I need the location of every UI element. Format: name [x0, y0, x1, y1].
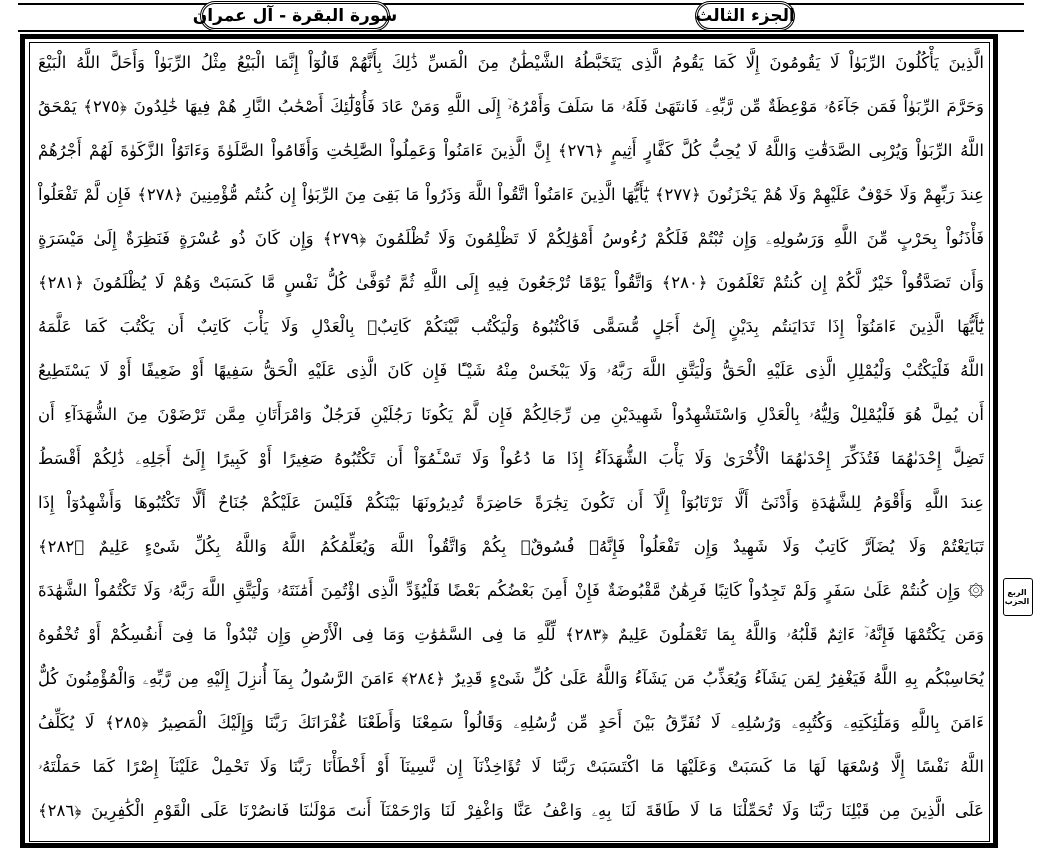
text-line: فَأْذَنُواْ بِحَرْبٍ مِّنَ اللَّهِ وَرَسُولِهِۦ وَإِن تُبْتُمْ فَلَكُمْ رُءُوسُ أَمْوَٰلِكُمْ لَا تَظْلِمُونَ وَلَا تُظْلَمُونَ ﴿٢٧٩﴾ وَإِن كَانَ ذُو عُسْرَةٍ فَنَظِرَةٌ إِلَىٰ مَيْسَرَةٍ [38, 229, 984, 248]
text-line: الَّذِينَ يَأْكُلُونَ الرِّبَوٰاْ لَا يَقُومُونَ إِلَّا كَمَا يَقُومُ الَّذِى يَتَخَبَّطُهُ الشَّيْطَٰنُ مِنَ الْمَسِّ ذَٰلِكَ بِأَنَّهُمْ قَالُوٓاْ إِنَّمَا الْبَيْعُ مِثْلُ الرِّبَوٰاْ وَأَحَلَّ اللَّهُ الْبَيْعَ [38, 53, 984, 72]
surah-title: سورة البقرة - آل عمران [200, 1, 390, 31]
text-line: وَحَرَّمَ الرِّبَوٰاْ فَمَن جَآءَهُۥ مَوْعِظَةٌ مِّن رَّبِّهِۦ فَانتَهَىٰ فَلَهُۥ مَا سَلَفَ وَأَمْرُهُۥٓ إِلَى اللَّهِ وَمَنْ عَادَ فَأُوْلَٰٓئِكَ أَصْحَٰبُ النَّارِ هُمْ فِيهَا خَٰلِدُونَ ﴿٢٧٥﴾ يَمْحَقُ [38, 97, 984, 116]
text-line: وَأَن تَصَدَّقُواْ خَيْرٌ لَّكُمْ إِن كُنتُمْ تَعْلَمُونَ ﴿٢٨٠﴾ وَاتَّقُواْ يَوْمًا تُرْجَعُونَ فِيهِ إِلَى اللَّهِ ثُمَّ تُوَفَّىٰ كُلُّ نَفْسٍ مَّا كَسَبَتْ وَهُمْ لَا يُظْلَمُونَ ﴿٢٨١﴾ [38, 273, 984, 292]
text-line: اللَّهُ فَلْيَكْتُبْ وَلْيُمْلِلِ الَّذِى عَلَيْهِ الْحَقُّ وَلْيَتَّقِ اللَّهَ رَبَّهُۥ وَلَا يَبْخَسْ مِنْهُ شَيْـًٔا فَإِن كَانَ الَّذِى عَلَيْهِ الْحَقُّ سَفِيهًا أَوْ ضَعِيفًا أَوْ لَا يَسْتَطِيعُ [38, 361, 984, 380]
text-line: ۞ وَإِن كُنتُمْ عَلَىٰ سَفَرٍ وَلَمْ تَجِدُواْ كَاتِبًا فَرِهَٰنٌ مَّقْبُوضَةٌ فَإِنْ أَمِنَ بَعْضُكُم بَعْضًا فَلْيُؤَدِّ الَّذِى اؤْتُمِنَ أَمَٰنَتَهُۥ وَلْيَتَّقِ اللَّهَ رَبَّهُۥ وَلَا تَكْتُمُواْ الشَّهَٰدَةَ [38, 581, 984, 600]
text-line: عِندَ اللَّهِ وَأَقْوَمُ لِلشَّهَٰدَةِ وَأَدْنَىٰٓ أَلَّا تَرْتَابُوٓاْ إِلَّآ أَن تَكُونَ تِجَٰرَةً حَاضِرَةً تُدِيرُونَهَا بَيْنَكُمْ فَلَيْسَ عَلَيْكُمْ جُنَاحٌ أَلَّا تَكْتُبُوهَا وَأَشْهِدُوٓاْ إِذَا [38, 493, 984, 512]
text-line: اللَّهُ الرِّبَوٰاْ وَيُرْبِى الصَّدَقَٰتِ وَاللَّهُ لَا يُحِبُّ كُلَّ كَفَّارٍ أَثِيمٍ ﴿٢٧٦﴾ إِنَّ الَّذِينَ ءَامَنُواْ وَعَمِلُواْ الصَّٰلِحَٰتِ وَأَقَامُواْ الصَّلَوٰةَ وَءَاتَوُاْ الزَّكَوٰةَ لَهُمْ أَجْرُهُمْ [38, 141, 984, 160]
hizb-marker: الربع الحزب [1004, 588, 1030, 606]
text-line: تَبَايَعْتُمْ وَلَا يُضَآرَّ كَاتِبٌ وَلَا شَهِيدٌ وَإِن تَفْعَلُواْ فَإِنَّهُۥ فُسُوقٌۢ بِكُمْ وَاتَّقُواْ اللَّهَ وَيُعَلِّمُكُمُ اللَّهُ وَاللَّهُ بِكُلِّ شَىْءٍ عَلِيمٌ ﴿٢٨٢﴾ [38, 537, 984, 556]
header-rule [18, 3, 1024, 5]
text-line: عِندَ رَبِّهِمْ وَلَا خَوْفٌ عَلَيْهِمْ وَلَا هُمْ يَحْزَنُونَ ﴿٢٧٧﴾ يَٰٓأَيُّهَا الَّذِينَ ءَامَنُواْ اتَّقُواْ اللَّهَ وَذَرُواْ مَا بَقِىَ مِنَ الرِّبَوٰاْ إِن كُنتُم مُّؤْمِنِينَ ﴿٢٧٨﴾ فَإِن لَّمْ تَفْعَلُواْ [38, 185, 984, 204]
header-rule [18, 30, 1024, 32]
page-header [0, 0, 1042, 34]
text-line: اللَّهُ نَفْسًا إِلَّا وُسْعَهَا لَهَا مَا كَسَبَتْ وَعَلَيْهَا مَا اكْتَسَبَتْ رَبَّنَا لَا تُؤَاخِذْنَآ إِن نَّسِينَآ أَوْ أَخْطَأْنَا رَبَّنَا وَلَا تَحْمِلْ عَلَيْنَآ إِصْرًا كَمَا حَمَلْتَهُۥ [38, 757, 984, 776]
text-line: ءَامَنَ بِاللَّهِ وَمَلَٰٓئِكَتِهِۦ وَكُتُبِهِۦ وَرُسُلِهِۦ لَا نُفَرِّقُ بَيْنَ أَحَدٍ مِّن رُّسُلِهِۦ وَقَالُواْ سَمِعْنَا وَأَطَعْنَا غُفْرَانَكَ رَبَّنَا وَإِلَيْكَ الْمَصِيرُ ﴿٢٨٥﴾ لَا يُكَلِّفُ [38, 713, 984, 732]
text-line: يَٰٓأَيُّهَا الَّذِينَ ءَامَنُوٓاْ إِذَا تَدَايَنتُم بِدَيْنٍ إِلَىٰٓ أَجَلٍ مُّسَمًّى فَاكْتُبُوهُ وَلْيَكْتُب بَّيْنَكُمْ كَاتِبٌۢ بِالْعَدْلِ وَلَا يَأْبَ كَاتِبٌ أَن يَكْتُبَ كَمَا عَلَّمَهُ [38, 317, 984, 336]
text-line: أَن يُمِلَّ هُوَ فَلْيُمْلِلْ وَلِيُّهُۥ بِالْعَدْلِ وَاسْتَشْهِدُواْ شَهِيدَيْنِ مِن رِّجَالِكُمْ فَإِن لَّمْ يَكُونَا رَجُلَيْنِ فَرَجُلٌ وَامْرَأَتَانِ مِمَّن تَرْضَوْنَ مِنَ الشُّهَدَآءِ أَن [38, 405, 984, 424]
text-line: وَمَن يَكْتُمْهَا فَإِنَّهُۥٓ ءَاثِمٌ قَلْبُهُۥ وَاللَّهُ بِمَا تَعْمَلُونَ عَلِيمٌ ﴿٢٨٣﴾ لِّلَّهِ مَا فِى السَّمَٰوَٰتِ وَمَا فِى الْأَرْضِ وَإِن تُبْدُواْ مَا فِىٓ أَنفُسِكُمْ أَوْ تُخْفُوهُ [38, 625, 984, 644]
juz-title: الجزء الثالث [695, 1, 795, 31]
text-line: يُحَاسِبْكُم بِهِ اللَّهُ فَيَغْفِرُ لِمَن يَشَآءُ وَيُعَذِّبُ مَن يَشَآءُ وَاللَّهُ عَلَىٰ كُلِّ شَىْءٍ قَدِيرٌ ﴿٢٨٤﴾ ءَامَنَ الرَّسُولُ بِمَآ أُنزِلَ إِلَيْهِ مِن رَّبِّهِۦ وَالْمُؤْمِنُونَ كُلٌّ [38, 669, 984, 688]
text-line: عَلَى الَّذِينَ مِن قَبْلِنَا رَبَّنَا وَلَا تُحَمِّلْنَا مَا لَا طَاقَةَ لَنَا بِهِۦ وَاعْفُ عَنَّا وَاغْفِرْ لَنَا وَارْحَمْنَآ أَنتَ مَوْلَىٰنَا فَانصُرْنَا عَلَى الْقَوْمِ الْكَٰفِرِينَ ﴿٢٨٦﴾ [38, 801, 984, 820]
text-line: تَضِلَّ إِحْدَىٰهُمَا فَتُذَكِّرَ إِحْدَىٰهُمَا الْأُخْرَىٰ وَلَا يَأْبَ الشُّهَدَآءُ إِذَا مَا دُعُواْ وَلَا تَسْـَٔمُوٓاْ أَن تَكْتُبُوهُ صَغِيرًا أَوْ كَبِيرًا إِلَىٰٓ أَجَلِهِۦ ذَٰلِكُمْ أَقْسَطُ [38, 449, 984, 468]
